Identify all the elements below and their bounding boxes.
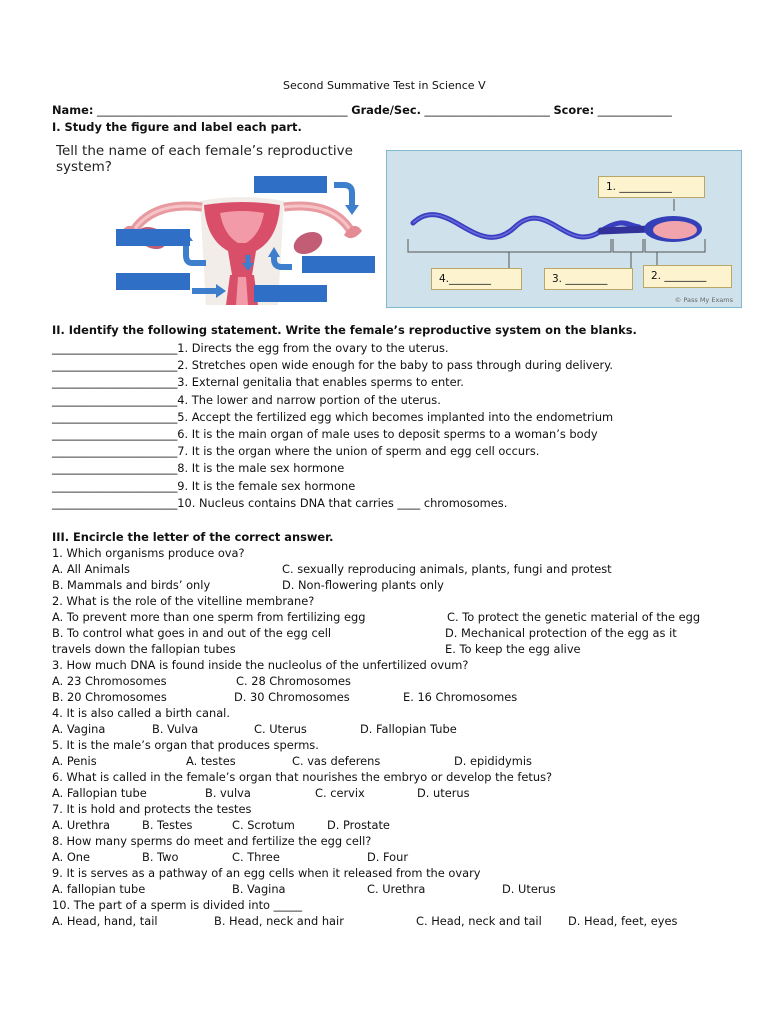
statement-text: 7. It is the organ where the union of sperm and egg cell occurs. <box>177 444 540 459</box>
image-credit: © Pass My Exams <box>674 296 733 304</box>
label-box-bottom[interactable] <box>254 285 327 302</box>
question-text: 3. How much DNA is found inside the nucleolus of the unfertilized ovum? <box>52 658 469 672</box>
answer-choice[interactable]: D. 30 Chromosomes <box>234 690 350 704</box>
answer-choice[interactable]: A. Vagina <box>52 722 106 736</box>
answer-choice[interactable]: C. Head, neck and tail <box>416 914 542 928</box>
sperm-label-2[interactable]: 2. ________ <box>643 265 732 288</box>
identify-item <box>52 496 507 510</box>
statement-text: 6. It is the main organ of male uses to deposit sperms to a woman’s body <box>177 427 598 441</box>
part1-heading: I. Study the figure and label each part. <box>52 120 302 134</box>
question-text: 1. Which organisms produce ova? <box>52 546 245 560</box>
statement-text: 2. Stretches open wide enough for the baby to pass through during delivery. <box>177 358 613 373</box>
sperm-label-4[interactable]: 4.________ <box>431 268 522 290</box>
answer-choice[interactable]: D. Fallopian Tube <box>360 722 457 736</box>
identify-item <box>52 461 344 475</box>
answer-choice[interactable]: B. To control what goes in and out of the egg cell <box>52 626 332 640</box>
question-text: 10. The part of a sperm is divided into _____ <box>52 898 303 912</box>
answer-blank[interactable]: ______________________ <box>52 427 178 441</box>
answer-choice[interactable]: D. Non-flowering plants only <box>282 578 444 592</box>
statement-text: 1. Directs the egg from the ovary to the uterus. <box>177 341 449 355</box>
question-text: 8. How many sperms do meet and fertilize the egg cell? <box>52 834 372 848</box>
question-text: 9. It is serves as a pathway of an egg cells when it released from the ovary <box>52 866 481 880</box>
answer-choice[interactable]: C. 28 Chromosomes <box>236 674 351 688</box>
answer-blank[interactable]: ______________________ <box>52 461 178 476</box>
answer-choice[interactable]: C. Uterus <box>254 722 307 736</box>
label-box-bottom-left[interactable] <box>116 273 190 290</box>
answer-blank[interactable]: ______________________ <box>52 358 178 373</box>
sperm-label-1[interactable]: 1. __________ <box>598 176 705 198</box>
statement-text: 4. The lower and narrow portion of the uterus. <box>177 392 441 407</box>
answer-choice[interactable]: D. Mechanical protection of the egg as it <box>445 626 677 640</box>
answer-choice[interactable]: E. To keep the egg alive <box>445 642 581 656</box>
answer-choice[interactable]: A. Penis <box>52 754 97 768</box>
statement-text: 3. External genitalia that enables sperms to enter. <box>177 375 464 390</box>
identify-item <box>52 427 598 441</box>
answer-choice[interactable]: B. Mammals and birds’ only <box>52 578 211 592</box>
name-label: Name: <box>52 103 94 117</box>
question-text: 5. It is the male’s organ that produces sperms. <box>52 738 319 752</box>
score-field[interactable]: _____________ <box>597 103 672 117</box>
answer-choice[interactable]: A. One <box>52 850 91 864</box>
answer-choice[interactable]: A. 23 Chromosomes <box>52 674 167 688</box>
statement-text: 10. Nucleus contains DNA that carries ____ chromosomes. <box>177 495 508 510</box>
identify-item <box>52 479 355 493</box>
answer-choice[interactable]: B. vulva <box>205 786 251 800</box>
answer-choice[interactable]: A. Urethra <box>52 818 110 832</box>
part2-heading: II. Identify the following statement. Write the female’s reproductive system on the blanks. <box>52 323 637 337</box>
answer-choice[interactable]: A. To prevent more than one sperm from fertilizing egg <box>52 610 366 624</box>
identify-item <box>52 341 449 355</box>
answer-choice[interactable]: D. uterus <box>417 786 470 800</box>
answer-choice[interactable]: D. Four <box>367 850 409 864</box>
answer-blank[interactable]: ______________________ <box>52 375 178 390</box>
sperm-figure <box>386 150 742 308</box>
part3-heading: III. Encircle the letter of the correct answer. <box>52 530 334 544</box>
identify-item <box>52 393 441 407</box>
statement-text: 9. It is the female sex hormone <box>177 478 356 493</box>
answer-choice[interactable]: C. Scrotum <box>232 818 295 832</box>
identify-item <box>52 358 613 372</box>
statement-text: 5. Accept the fertilized egg which becomes implanted into the endometrium <box>177 409 614 424</box>
uterus-illustration <box>52 143 374 305</box>
answer-choice[interactable]: B. Vagina <box>232 882 286 896</box>
name-field[interactable]: ____________________________________________ <box>97 103 348 117</box>
label-box-right[interactable] <box>302 256 375 273</box>
name-line <box>52 103 672 117</box>
question-text: 7. It is hold and protects the testes <box>52 802 252 816</box>
answer-blank[interactable]: ______________________ <box>52 478 178 493</box>
answer-choice[interactable]: B. 20 Chromosomes <box>52 690 167 704</box>
answer-blank[interactable]: ______________________ <box>52 341 178 355</box>
answer-choice[interactable]: A. fallopian tube <box>52 882 146 896</box>
answer-choice[interactable]: A. Fallopian tube <box>52 786 147 800</box>
answer-choice[interactable]: A. Head, hand, tail <box>52 914 158 928</box>
answer-choice[interactable]: D. Head, feet, eyes <box>568 914 678 928</box>
answer-choice[interactable]: B. Testes <box>142 818 193 832</box>
answer-choice: travels down the fallopian tubes <box>52 642 236 656</box>
label-box-top[interactable] <box>254 176 327 193</box>
label-box-left[interactable] <box>116 229 190 246</box>
answer-choice[interactable]: D. Uterus <box>502 882 556 896</box>
answer-blank[interactable]: ______________________ <box>52 444 178 459</box>
answer-choice[interactable]: C. vas deferens <box>292 754 381 768</box>
sperm-label-3[interactable]: 3. ________ <box>544 268 633 290</box>
identify-item <box>52 410 613 424</box>
grade-field[interactable]: ______________________ <box>424 103 550 117</box>
answer-choice[interactable]: C. sexually reproducing animals, plants, fungi and protest <box>282 562 612 576</box>
answer-choice[interactable]: A. All Animals <box>52 562 130 576</box>
answer-choice[interactable]: E. 16 Chromosomes <box>403 690 518 704</box>
answer-choice[interactable]: D. Prostate <box>327 818 390 832</box>
answer-choice[interactable]: B. Head, neck and hair <box>214 914 344 928</box>
answer-blank[interactable]: ______________________ <box>52 495 178 510</box>
identify-item <box>52 375 464 389</box>
answer-choice[interactable]: C. Urethra <box>367 882 426 896</box>
answer-blank[interactable]: ______________________ <box>52 392 178 407</box>
identify-item <box>52 444 539 458</box>
answer-blank[interactable]: ______________________ <box>52 409 178 424</box>
answer-choice[interactable]: B. Two <box>142 850 179 864</box>
female-reproductive-figure <box>52 143 374 305</box>
question-text: 2. What is the role of the vitelline membrane? <box>52 594 315 608</box>
test-title: Second Summative Test in Science V <box>283 79 486 92</box>
statement-text: 8. It is the male sex hormone <box>177 461 345 476</box>
answer-choice[interactable]: C. Three <box>232 850 280 864</box>
answer-choice[interactable]: D. epididymis <box>454 754 532 768</box>
grade-label: Grade/Sec. <box>351 103 421 117</box>
question-text: 4. It is also called a birth canal. <box>52 706 230 720</box>
answer-choice[interactable]: A. testes <box>186 754 236 768</box>
answer-choice[interactable]: B. Vulva <box>152 722 199 736</box>
answer-choice[interactable]: C. To protect the genetic material of the egg <box>447 610 701 624</box>
figure-title: Tell the name of each female’s reproductive system? <box>56 143 353 175</box>
question-text: 6. What is called in the female’s organ that nourishes the embryo or develop the fetus? <box>52 770 553 784</box>
score-label: Score: <box>553 103 595 117</box>
answer-choice[interactable]: C. cervix <box>315 786 365 800</box>
